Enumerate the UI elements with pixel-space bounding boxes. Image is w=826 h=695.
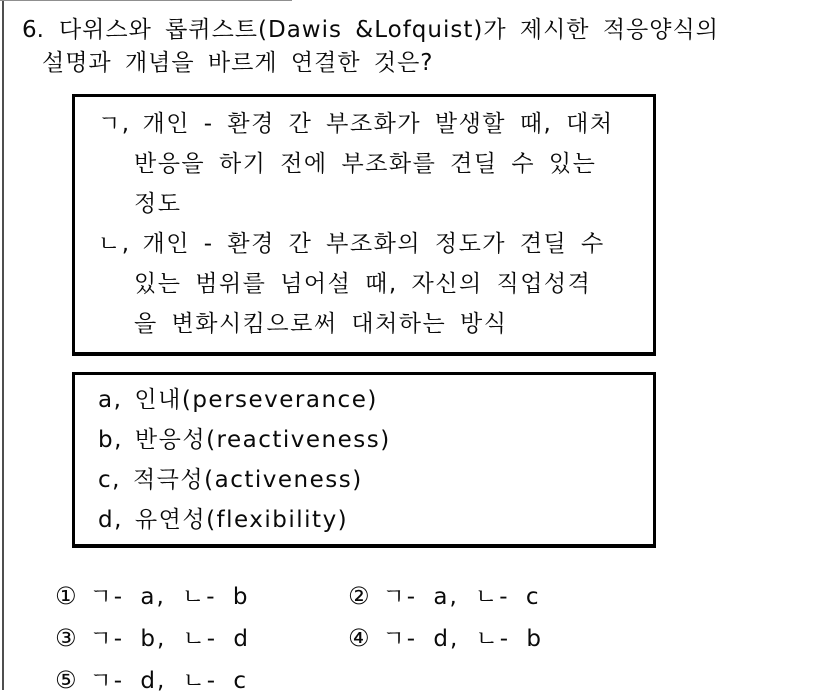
page-border-left xyxy=(2,0,4,690)
answer-choice-5[interactable] xyxy=(55,662,248,695)
definition-item-nieun-line-1 xyxy=(98,224,645,264)
concept-label-d: 유연성(flexibility) xyxy=(134,507,349,533)
answer-choice-3[interactable] xyxy=(55,620,250,653)
choice-3-text: ㄱ- b, ㄴ- d xyxy=(89,626,250,652)
question-text-2: 설명과 개념을 바르게 연결한 것은? xyxy=(42,50,434,76)
concept-label-b: 반응성(reactiveness) xyxy=(134,427,391,453)
definition-marker-nieun: ㄴ, xyxy=(98,231,131,257)
choice-4-text: ㄱ- d, ㄴ- b xyxy=(382,626,543,652)
choice-1-number: ① xyxy=(55,582,77,610)
choice-1-text: ㄱ- a, ㄴ- b xyxy=(89,584,250,610)
concept-marker-a: a, xyxy=(98,387,123,413)
definition-box xyxy=(72,94,656,356)
choice-5-number: ⑤ xyxy=(55,666,77,694)
answer-choice-4[interactable] xyxy=(348,620,543,653)
concept-item-d xyxy=(98,500,645,540)
answer-choice-2[interactable] xyxy=(348,578,541,611)
concept-item-b xyxy=(98,420,645,460)
concept-marker-b: b, xyxy=(98,427,123,453)
definition-item-nieun-line-3: 을 변화시킴으로써 대처하는 방식 xyxy=(134,311,508,337)
choice-2-text: ㄱ- a, ㄴ- c xyxy=(382,584,541,610)
question-line-2 xyxy=(42,44,434,77)
definition-text: 개인 - 환경 간 부조화의 정도가 견딜 수 xyxy=(142,231,605,257)
definition-item-giyeok-line-2: 반응을 하기 전에 부조화를 견딜 수 있는 xyxy=(134,151,597,177)
choice-5-text: ㄱ- d, ㄴ- c xyxy=(89,668,249,694)
definition-marker-giyeok: ㄱ, xyxy=(98,111,131,137)
concept-label-c: 적극성(activeness) xyxy=(132,467,363,493)
concept-item-a xyxy=(98,380,645,420)
question-number: 6. xyxy=(22,17,44,43)
definition-item-giyeok-line-1 xyxy=(98,104,645,144)
answer-choice-1[interactable] xyxy=(55,578,250,611)
question-line-1 xyxy=(22,11,719,44)
concept-box xyxy=(72,372,656,548)
concept-item-c xyxy=(98,460,645,500)
choice-3-number: ③ xyxy=(55,624,77,652)
concept-marker-d: d, xyxy=(98,507,123,533)
definition-item-nieun-line-2: 있는 범위를 넘어설 때, 자신의 직업성격 xyxy=(134,271,592,297)
page-border-top xyxy=(0,0,292,1)
concept-label-a: 인내(perseverance) xyxy=(134,387,378,413)
choice-4-number: ④ xyxy=(348,624,370,652)
choice-2-number: ② xyxy=(348,582,370,610)
concept-marker-c: c, xyxy=(98,467,121,493)
definition-text: 개인 - 환경 간 부조화가 발생할 때, 대처 xyxy=(142,111,614,137)
question-text-1: 다위스와 롭퀴스트(Dawis &Lofquist)가 제시한 적응양식의 xyxy=(58,17,719,43)
definition-item-giyeok-line-3: 정도 xyxy=(134,191,182,217)
